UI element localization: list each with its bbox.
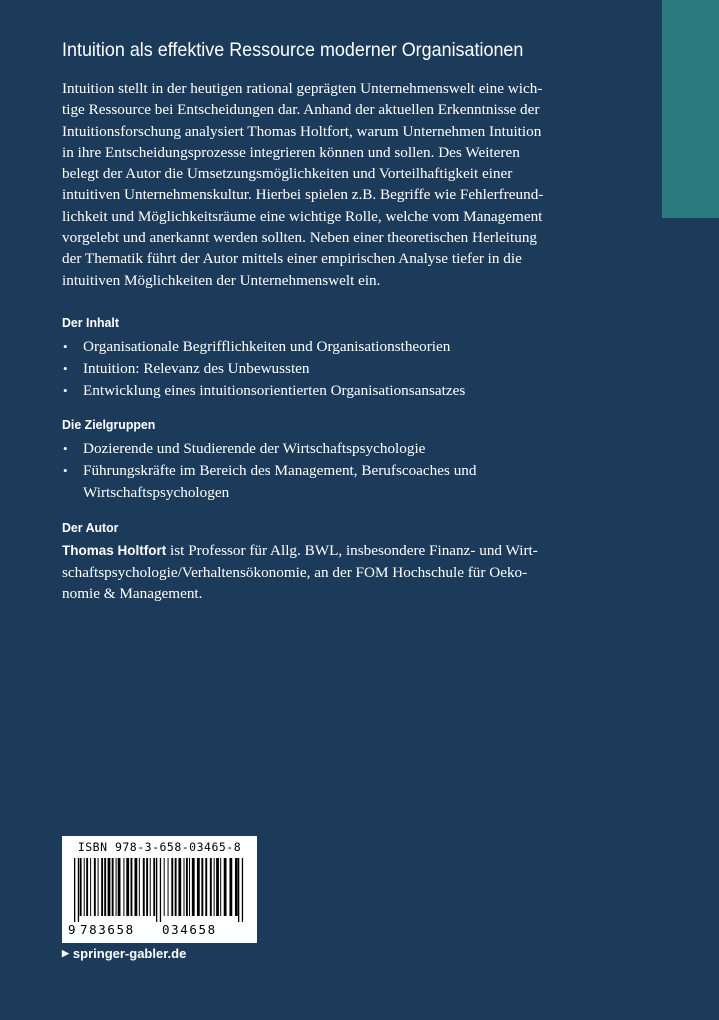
barcode-bar [164,858,165,916]
bullet-icon: • [63,441,68,457]
intro-line: vorgelebt und anerkannt werden sollten. Neben einer theoretischen Herleitung [62,229,538,247]
barcode-bar [80,858,82,916]
barcode-bar [126,858,129,916]
bullet-icon: • [63,382,68,398]
intro-line: intuitiven Möglichkeiten der Unternehmenswelt ein. [62,271,381,289]
barcode-bar [146,858,148,916]
barcode-bar [84,858,85,916]
barcode-bar [235,858,238,916]
barcode-bar [104,858,106,916]
bullet-icon: • [63,463,68,479]
barcode-bar [78,858,79,922]
barcode-bar [175,858,177,916]
barcode-bar [205,858,207,916]
intro-line: belegt der Autor die Umsetzungsmöglichkeiten und Vorteilhaftigkeit einer [62,165,513,183]
barcode-bar [238,858,239,922]
barcode-bar [112,858,114,916]
barcode-bar [101,858,103,916]
list-item: • Dozierende und Studierende der Wirtschaftspsychologie [62,438,596,460]
barcode-bar [242,858,243,922]
intro-line: tige Ressource bei Entscheidungen dar. Anhand der aktuellen Erkenntnisse der [62,101,540,119]
barcode-bar [186,858,188,916]
barcode-bar [197,858,200,916]
inhalt-list [62,336,596,401]
barcode-bar [74,858,75,922]
barcode-bar [150,858,151,916]
list-item: • Entwicklung eines intuitionsorientierten Organisationsansatzes [62,380,596,402]
list-item: • Intuition: Relevanz des Unbewussten [62,358,596,380]
barcode-bar [134,858,137,916]
zielgruppen-list [62,438,596,503]
barcode-bar [90,858,91,916]
bullet-icon: • [63,360,68,376]
barcode-bar [192,858,195,916]
barcode-bar [153,858,155,916]
intro-line: Intuition stellt in der heutigen rational geprägten Unternehmenswelt eine wich- [62,80,543,97]
website-link[interactable]: springer-gabler.de [72,946,187,961]
barcode-bar [160,858,161,922]
barcode-bar [224,858,227,916]
barcode-bar [118,858,121,916]
author-bio: Thomas Holtfort ist Professor für Allg. BWL, insbesondere Finanz- und Wirt- schaftspsychologie/Verhaltensökonomie, an der FOM Hochschule für Oeko- nomie & Management. [62,541,538,603]
barcode-bar [210,858,212,916]
intro-paragraph [62,78,596,291]
barcode-bars [70,858,248,922]
barcode-bar [143,858,145,916]
barcode-bar [139,858,140,916]
intro-line: Intuitionsforschung analysiert Thomas Holtfort, warum Unternehmen Intuition [62,122,542,140]
accent-bar [662,0,719,218]
barcode-bar [189,858,190,916]
barcode-bar [216,858,219,916]
list-item: • Organisationale Begrifflichkeiten und Organisationstheorien [62,336,596,358]
list-item: • Führungskräfte im Bereich des Management, Berufscoaches und Wirtschaftspsychologen [63,462,477,501]
isbn-barcode [62,836,257,943]
zielgruppen-heading: Die Zielgruppen [62,417,156,433]
intro-line: lichkeit und Möglichkeitsräume eine wichtige Rolle, welche vom Management [62,207,543,225]
book-title: Intuition als effektive Ressource moderner Organisationen [62,39,524,61]
barcode-bar [156,858,157,922]
author-name: Thomas Holtfort [62,542,167,558]
barcode-bar [130,858,132,916]
barcode-bar [98,858,99,916]
publisher-website[interactable] [62,946,186,961]
autor-heading: Der Autor [62,519,119,535]
barcode-bar [178,858,181,916]
barcode-digits: 9 783658 034658 [68,922,217,937]
barcode-bar [171,858,173,916]
barcode-bar [168,858,169,916]
inhalt-heading: Der Inhalt [62,314,119,330]
barcode-bar [123,858,124,916]
barcode-bar [108,858,111,916]
barcode-bar [229,858,232,916]
barcode-bar [184,858,185,916]
barcode-bar [201,858,203,916]
barcode-bar [214,858,215,916]
intro-line: intuitiven Unternehmenskultur. Hierbei spielen z.B. Begriffe wie Fehlerfreund- [62,186,544,204]
back-cover-content [62,34,596,605]
barcode-bar [86,858,88,916]
barcode-bar [94,858,96,916]
isbn-number: ISBN 978-3-658-03465-8 [77,840,242,854]
intro-line: in ihre Entscheidungsprozesse integrieren können und sollen. Des Weiteren [62,143,520,161]
bullet-icon: • [63,338,68,354]
intro-line: der Thematik führt der Autor mittels einer empirischen Analyse tiefer in die [62,250,522,268]
barcode-bar [220,858,221,916]
barcode-bar [116,858,117,916]
arrow-right-icon: ▶ [62,948,69,958]
